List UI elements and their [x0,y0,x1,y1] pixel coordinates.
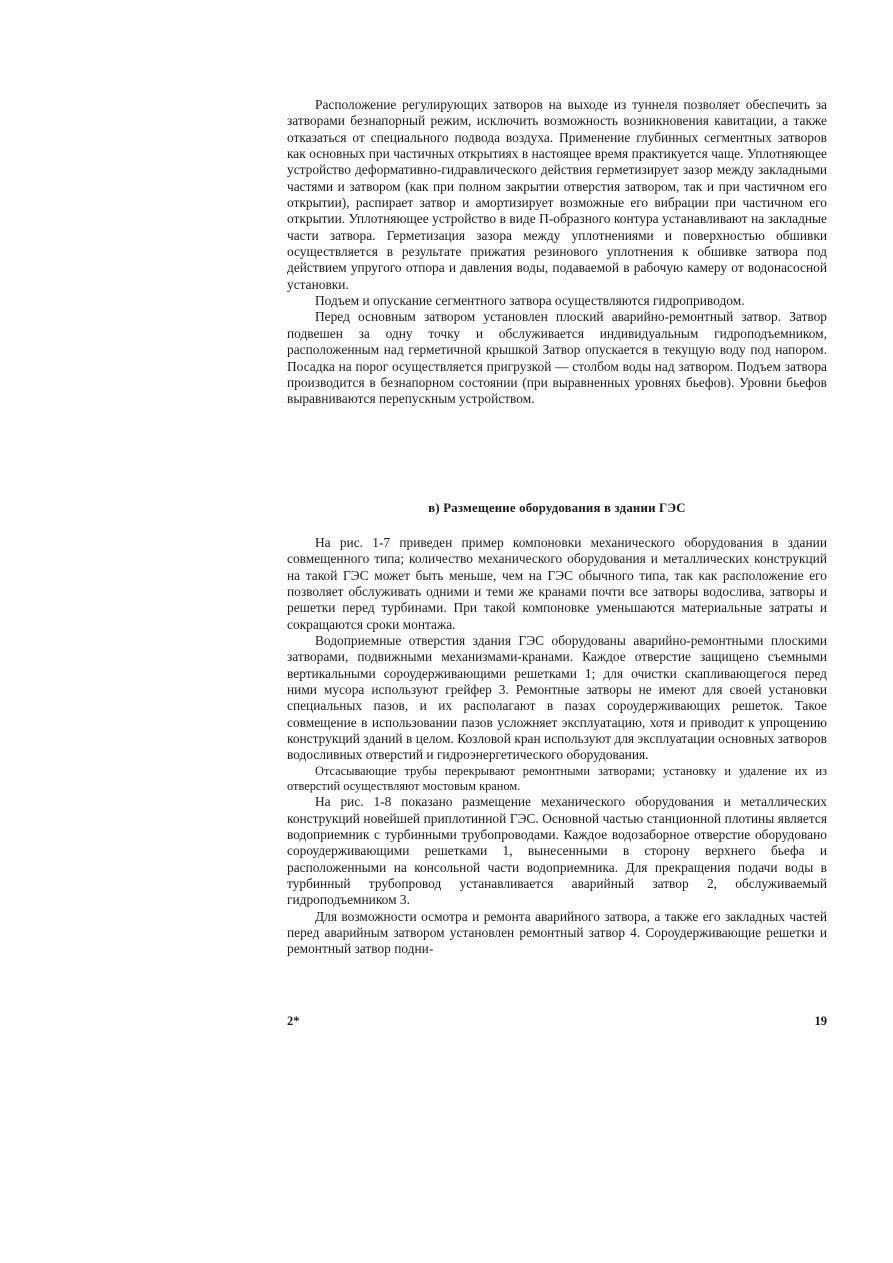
section-equipment-placement [287,535,827,958]
page-number: 19 [814,1014,827,1028]
paragraph: Водоприемные отверстия здания ГЭС оборудованы аварийно-ремонтными плоскими затворами, подвижными механизмами-кранами. Каждое отверстие защищено съемными вертикальными сороудерживающими решетками 1; для очистки скапливающегося перед ними мусора используют грейфер 3. Ремонтные затворы не имеют для своей установки специальных пазов, и их располагают в пазах сороудерживающих решеток. Такое совмещение в использовании пазов усложняет эксплуатацию, хотя и приводит к упрощению конструкций зданий в целом. Козловой кран используют для эксплуатации основных затворов водосливных отверстий и гидроэнергетического оборудования. [287,633,827,763]
paragraph: На рис. 1-7 приведен пример компоновки механического оборудования в здании совмещенного типа; количество механического оборудования и металлических конструкций на такой ГЭС может быть меньше, чем на ГЭС обычного типа, так как расположение его позволяет обслуживать одними и теми же кранами почти все затворы водослива, затворы и решетки перед турбинами. При такой компоновке уменьшаются материальные затраты и сокращаются сроки монтажа. [287,535,827,632]
paragraph: Отсасывающие трубы перекрывают ремонтными затворами; установку и удаление их из отверстий осуществляют мостовым краном. [287,763,827,794]
signature-mark: 2* [287,1014,300,1028]
paragraph: Для возможности осмотра и ремонта аварийного затвора, а также его закладных частей перед аварийным затвором установлен ремонтный затвор 4. Сороудерживающие решетки и ремонтный затвор подни- [287,908,827,957]
section-heading: в) Размещение оборудования в здании ГЭС [428,501,686,515]
section-dam-gates [287,97,827,408]
paragraph: На рис. 1-8 показано размещение механического оборудования и металлических конструкций новейшей приплотинной ГЭС. Основной частью станционной плотины является водоприемник с турбинными трубопроводами. Каждое водозаборное отверстие оборудовано сороудерживающими решетками 1, вынесенными в сторону верхнего бьефа и расположенными на консольной части водоприемника. Для прекращения подачи воды в турбинный трубопровод устанавливается аварийный затвор 2, обслуживаемый гидроподъемником 3. [287,794,827,908]
paragraph: Перед основным затвором установлен плоский аварийно-ремонтный затвор. Затвор подвешен за одну точку и обслуживается индивидуальным гидроподъемником, расположенным над герметичной крышкой Затвор опускается в текущую воду под напором. Посадка на порог осуществляется пригрузкой — столбом воды над затвором. Подъем затвора производится в безнапорном состоянии (при выравненных уровнях бьефов). Уровни бьефов выравниваются перепускным устройством. [287,309,827,407]
paragraph: Подъем и опускание сегментного затвора осуществляются гидроприводом. [315,293,745,309]
paragraph: Расположение регулирующих затворов на выходе из туннеля позволяет обеспечить за затворами безнапорный режим, исключить возможность возникновения кавитации, а также отказаться от специального подвода воздуха. Применение глубинных сегментных затворов как основных при частичных открытиях в настоящее время практикуется чаще. Уплотняющее устройство деформативно-гидравлического действия герметизирует зазор между закладными частями и затвором (как при полном закрытии отверстия затвором, так и при частичном его открытии), распирает затвор и амортизирует возможные его вибрации при частичном его открытии. Уплотняющее устройство в виде П-образного контура устанавливают на закладные части затвора. Герметизация зазора между уплотнениями и поверхностью обшивки осуществляется в результате прижатия резинового уплотнения к обшивке затвора под действием упругого отпора и давления воды, подаваемой в рабочую камеру от водонасосной установки. [287,97,827,292]
